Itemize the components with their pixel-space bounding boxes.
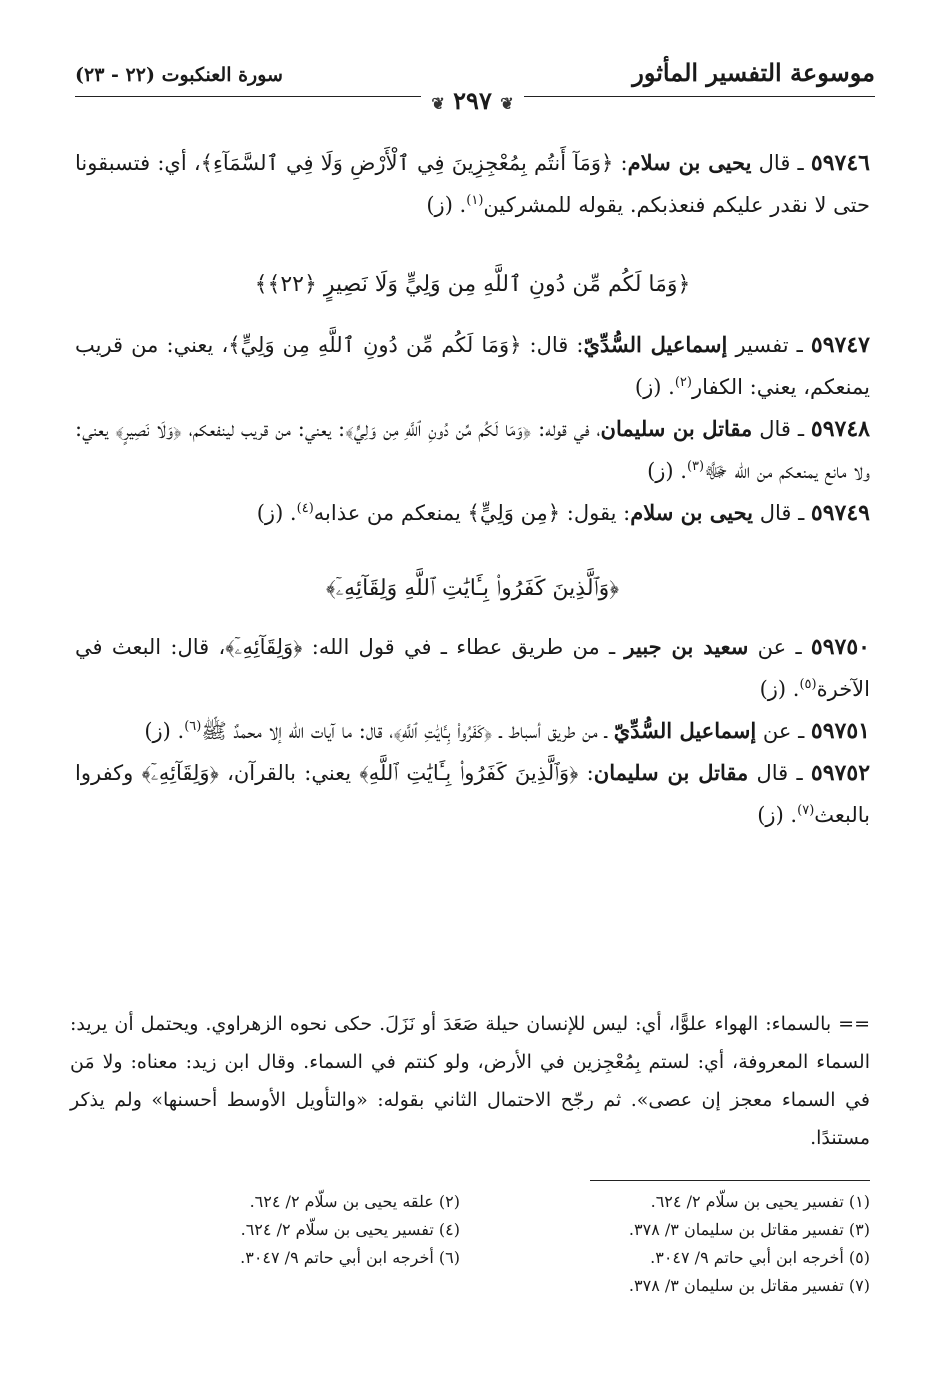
footnote-ref: (٢)	[674, 375, 692, 390]
ornament-right-icon: ❦	[500, 94, 514, 113]
narration-entry: ٥٩٧٤٦ ـ قال يحيى بن سلام: ﴿وَمَآ أَنتُم بِمُعْجِزِينَ فِي ٱلْأَرْضِ وَلَا فِي ٱلسَّمَآءِ﴾، أي: فتسبقونا حتى لا نقدر عليكم فنعذبكم. يقوله للمشركين$^{(١)}$. (ز)	[75, 150, 870, 217]
entry-number: ٥٩٧٤٧	[810, 332, 870, 358]
entry-number: ٥٩٧٥١	[810, 718, 870, 744]
footnote-7: (٧) تفسير مقاتل بن سليمان ٣/ ٣٧٨.	[628, 1276, 870, 1295]
entry-number: ٥٩٧٤٦	[810, 150, 870, 176]
entry-text: : يقول: ﴿مِن وَلِيٍّ﴾ يمنعكم من عذابه	[313, 501, 631, 525]
narration-entry: ٥٩٧٥١ ـ عن إسماعيل السُّدِّيّ ـ من طريق أسباط ـ ﴿كَفَرُوا۟ بِـَٔايَٰتِ ٱللَّهِ﴾، قال: ما آيات الله إلا محمدٌ ﷺ$^{(٦)}$. (ز)	[144, 718, 870, 744]
entry-text: ، في قوله: ﴿وَمَا لَكُم مِّن دُونِ ٱللَّهِ مِن وَلِيٍّ﴾: يعني: من قريب لينفعكم، ﴿وَلَا نَصِيرٍ﴾ يعني: ولا مانع يمنعكم من الله ﷻ	[75, 417, 870, 483]
entry-text: : ﴿وَٱلَّذِينَ كَفَرُوا۟ بِـَٔايَٰتِ ٱللَّهِ﴾ يعني: بالقرآن، ﴿وَلِقَآئِهِۦٓ﴾ وكفروا بالبعث	[75, 761, 870, 827]
entry-number: ٥٩٧٥٠	[810, 634, 870, 660]
narration-entry: ٥٩٧٤٧ ـ تفسير إسماعيل السُّدِّيّ: قال: ﴿وَمَا لَكُم مِّن دُونِ ٱللَّهِ مِن وَلِيٍّ﴾، يعني: من قريب يمنعكم، يعني: الكفار$^{(٢)}$. (ز)	[75, 332, 870, 399]
footnote-4: (٤) تفسير يحيى بن سلّام ٢/ ٦٢٤.	[240, 1220, 460, 1239]
footnote-3: (٣) تفسير مقاتل بن سليمان ٣/ ٣٧٨.	[628, 1220, 870, 1239]
footnote-1: (١) تفسير يحيى بن سلّام ٢/ ٦٢٤.	[650, 1192, 870, 1211]
narrator-name: سعيد بن جبير	[624, 634, 749, 659]
page-number-wrap	[421, 86, 523, 115]
footnote-ref: (٣)	[686, 459, 705, 474]
narration-entry: ٥٩٧٥٠ ـ عن سعيد بن جبير ـ من طريق عطاء ـ في قول الله: ﴿وَلِقَآئِهِۦٓ﴾، قال: البعث في الآخرة$^{(٥)}$. (ز)	[75, 634, 870, 701]
entry-number: ٥٩٧٤٩	[810, 500, 870, 526]
narrator-name: إسماعيل السُّدِّيّ	[583, 332, 728, 357]
footnote-ref: (٦)	[184, 719, 202, 734]
main-text	[75, 140, 870, 836]
footnote-ref: (٥)	[799, 677, 817, 692]
footnote-ref: (٧)	[797, 803, 815, 818]
footnote-6: (٦) أخرجه ابن أبي حاتم ٩/ ٣٠٤٧.	[240, 1248, 460, 1267]
verse-heading: ﴿وَٱلَّذِينَ كَفَرُوا۟ بِـَٔايَٰتِ ٱللَّهِ وَلِقَآئِهِۦٓ﴾	[326, 576, 619, 601]
entry-text: ـ من طريق عطاء ـ في قول الله: ﴿وَلِقَآئِهِۦٓ﴾، قال: البعث في الآخرة	[75, 635, 870, 701]
footnote-divider	[590, 1180, 870, 1181]
entry-number: ٥٩٧٤٨	[810, 416, 870, 442]
narrator-name: يحيى بن سلام	[627, 150, 752, 175]
ornament-left-icon: ❦	[431, 94, 445, 113]
book-title: موسوعة التفسير المأثور	[632, 58, 875, 87]
surah-title: سورة العنكبوت (٢٢ - ٢٣)	[75, 64, 283, 86]
continued-footnote: == بالسماء: الهواء علوًّا، أي: ليس للإنسان حيلة صَعَدَ أو نَزَلَ. حكى نحوه الزهراوي. ويحتمل أن يريد: السماء المعروفة، أي: لستم بِمُعْجِزين في الأرض، ولو كنتم في السماء. وقال ابن زيد: معناه: ولا مَن في السماء معجز إن عصى». ثم رجّح الاحتمال الثاني بقوله: «والتأويل الأوسط أحسنها» ولم يذكر مستندًا.	[70, 1013, 870, 1149]
narrator-name: يحيى بن سلام	[630, 500, 754, 525]
entry-number: ٥٩٧٥٢	[810, 760, 871, 786]
narrator-name: مقاتل بن سليمان	[600, 416, 753, 441]
footnote-ref: (٤)	[296, 501, 314, 516]
entry-text: : ﴿وَمَآ أَنتُم بِمُعْجِزِينَ فِي ٱلْأَرْضِ وَلَا فِي ٱلسَّمَآءِ﴾، أي: فتسبقونا حتى لا نقدر عليكم فنعذبكم. يقوله للمشركين	[75, 151, 870, 217]
footnote-5: (٥) أخرجه ابن أبي حاتم ٩/ ٣٠٤٧.	[650, 1248, 870, 1267]
narration-entry: ٥٩٧٤٩ ـ قال يحيى بن سلام: يقول: ﴿مِن وَلِيٍّ﴾ يمنعكم من عذابه$^{(٤)}$. (ز)	[256, 500, 870, 526]
footnotes	[70, 1188, 870, 1300]
narrator-name: إسماعيل السُّدِّيّ	[613, 718, 757, 743]
narration-entry: ٥٩٧٤٨ ـ قال مقاتل بن سليمان، في قوله: ﴿وَمَا لَكُم مِّن دُونِ ٱللَّهِ مِن وَلِيٍّ﴾: يعني: من قريب لينفعكم، ﴿وَلَا نَصِيرٍ﴾ يعني: ولا مانع يمنعكم من الله ﷻ$^{(٣)}$. (ز)	[75, 416, 870, 483]
entry-text: : قال: ﴿وَمَا لَكُم مِّن دُونِ ٱللَّهِ مِن وَلِيٍّ﴾، يعني: من قريب يمنعكم، يعني: الكفار	[75, 333, 870, 399]
verse-heading: ﴿وَمَا لَكُم مِّن دُونِ ٱللَّهِ مِن وَلِيٍّ وَلَا نَصِيرٍ ﴿٢٢﴾﴾	[254, 272, 691, 297]
page-number: ٢٩٧	[453, 86, 492, 115]
narration-entry: ٥٩٧٥٢ ـ قال مقاتل بن سليمان: ﴿وَٱلَّذِينَ كَفَرُوا۟ بِـَٔايَٰتِ ٱللَّهِ﴾ يعني: بالقرآن، ﴿وَلِقَآئِهِۦٓ﴾ وكفروا بالبعث$^{(٧)}$. (ز)	[75, 760, 871, 827]
entry-text: ـ من طريق أسباط ـ ﴿كَفَرُوا۟ بِـَٔايَٰتِ ٱللَّهِ﴾، قال: ما آيات الله إلا محمدٌ ﷺ	[201, 719, 614, 743]
narrator-name: مقاتل بن سليمان	[593, 760, 749, 785]
footnote-2: (٢) علقه يحيى بن سلّام ٢/ ٦٢٤.	[249, 1192, 460, 1211]
footnote-ref: (١)	[466, 193, 484, 208]
